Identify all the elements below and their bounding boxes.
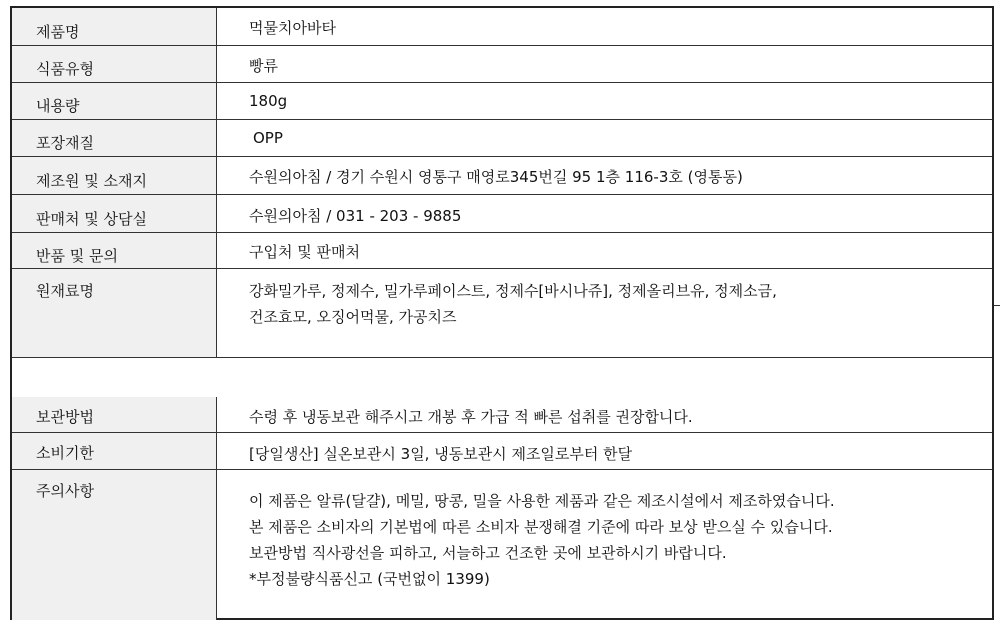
label-seller: 판매처 및 상담실 xyxy=(36,210,147,228)
cautions-line: *부정불량식품신고 (국번없이 1399) xyxy=(249,570,490,588)
label-cell xyxy=(12,8,217,45)
label-food-type: 식품유형 xyxy=(36,60,94,78)
row-storage xyxy=(12,397,992,433)
product-info-table xyxy=(10,6,994,620)
value-seller: 수원의아침 / 031 - 203 - 9885 xyxy=(249,207,462,225)
label-net-content: 내용량 xyxy=(36,97,80,115)
value-ingredients xyxy=(249,278,984,330)
label-cell xyxy=(12,397,217,432)
label-cell xyxy=(12,120,217,156)
label-cell xyxy=(12,157,217,194)
row-returns xyxy=(12,233,992,269)
cautions-line: 이 제품은 알류(달걀), 메밀, 땅콩, 밀을 사용한 제품과 같은 제조시설에서 제조하였습니다. xyxy=(249,492,835,510)
row-seller xyxy=(12,195,992,233)
row-net-content xyxy=(12,83,992,120)
row-product-name xyxy=(12,8,992,46)
label-cell xyxy=(12,46,217,82)
label-cell xyxy=(12,233,217,268)
ingredients-line: 건조효모, 오징어먹물, 가공치즈 xyxy=(249,308,457,326)
value-returns: 구입처 및 판매처 xyxy=(249,243,360,261)
cautions-line: 보관방법 직사광선을 피하고, 서늘하고 건조한 곳에 보관하시기 바랍니다. xyxy=(249,544,727,562)
value-expiry: [당일생산] 실온보관시 3일, 냉동보관시 제조일로부터 한달 xyxy=(249,445,633,463)
label-cell xyxy=(12,470,217,620)
row-expiry xyxy=(12,433,992,470)
label-cautions: 주의사항 xyxy=(36,482,94,500)
label-expiry: 소비기한 xyxy=(36,444,94,462)
label-manufacturer: 제조원 및 소재지 xyxy=(36,172,147,190)
row-food-type xyxy=(12,46,992,83)
label-cell xyxy=(12,83,217,119)
value-manufacturer: 수원의아침 / 경기 수원시 영통구 매영로345번길 95 1층 116-3호 (영통동) xyxy=(249,168,743,186)
value-net-content: 180g xyxy=(249,92,288,110)
value-cautions xyxy=(249,488,984,592)
value-storage: 수령 후 냉동보관 해주시고 개봉 후 가급 적 빠른 섭취를 권장합니다. xyxy=(249,408,693,426)
label-packaging: 포장재질 xyxy=(36,134,94,152)
label-cell xyxy=(12,269,217,357)
label-cell xyxy=(12,195,217,232)
value-product-name: 먹물치아바타 xyxy=(249,19,336,37)
label-product-name: 제품명 xyxy=(36,23,80,41)
row-ingredients xyxy=(12,269,992,358)
value-food-type: 빵류 xyxy=(249,57,278,75)
label-storage: 보관방법 xyxy=(36,408,94,426)
row-cautions xyxy=(12,470,992,620)
cautions-line: 본 제품은 소비자의 기본법에 따른 소비자 분쟁해결 기준에 따라 보상 받으실 수 있습니다. xyxy=(249,518,833,536)
label-returns: 반품 및 문의 xyxy=(36,247,118,265)
label-cell xyxy=(12,433,217,469)
ingredients-row-divider-extension xyxy=(994,305,1000,306)
value-packaging: OPP xyxy=(253,129,283,147)
ingredients-line: 강화밀가루, 정제수, 밀가루페이스트, 정제수[바시나쥬], 정제올리브유, 정제소금, xyxy=(249,282,777,300)
label-ingredients: 원재료명 xyxy=(36,282,94,300)
row-manufacturer xyxy=(12,157,992,195)
row-packaging xyxy=(12,120,992,157)
